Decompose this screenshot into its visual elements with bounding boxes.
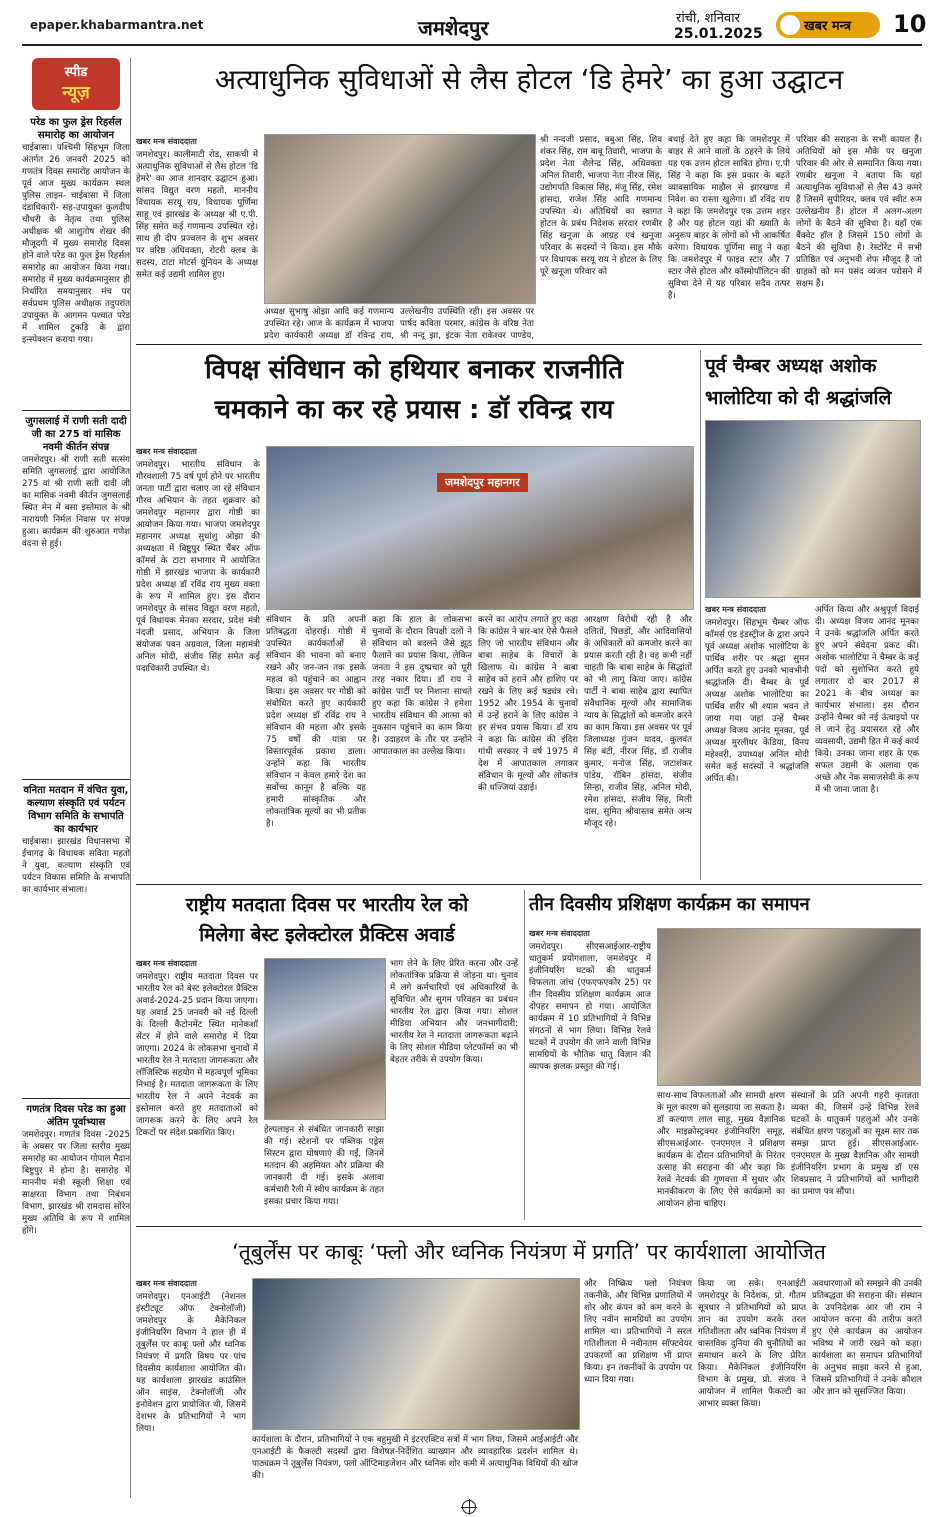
politics-photo	[266, 446, 694, 610]
registration-mark-icon	[462, 1500, 476, 1514]
hotel-headline[interactable]: अत्याधुनिक सुविधाओं से लैस होटल ‘डि हेमरे’ का हुआ उद्घाटन	[214, 63, 844, 96]
sidebar-headline: परेड का फुल ड्रेस रिहर्सल समारोह का आयोजन	[30, 117, 122, 141]
training-text: साथ-साथ विफलताओं और सामग्री क्षरण के मूल कारण को सुलझाया जा सकता है। डॉ कल्याण लाल साहू, मुख्य वैज्ञानिक और माइक्रोस्ट्रक्चर इंजीनियरिंग समूह, सीएसआईआर- एनएमएल ने प्रशिक्षण कार्यक्रम के दौरान प्रतिभागियों के निरंतर उत्साह की सराहना की और कहा कि रेलवे नेटवर्क की गुणवत्ता में सुधार और मानकीकरण के लिए ऐसे कार्यक्रमों का आयोजन होना चाहिए।	[657, 1091, 785, 1209]
sidebar-body: चाईबासा। झारखंड विधानसभा में ईंचागढ़ के विधायक सविता महतो ने युवा, कल्याण संस्कृति एवं पर्यटन विकास समिति के सभापति का कार्यभार संभाला।	[22, 837, 130, 895]
turbulence-text: किया जा सके। एनआईटी जमशेदपुर के निदेशक, प्रो. गौतम सूत्रधार ने प्रतिभागियों को प्राप्त ज्ञान का उपयोग करके तरल गतिशीलता और ध्वनिक नियंत्रण में वास्तविक दुनिया की चुनौतियों का समाधान करने के लिए प्रेरित किया। मैकेनिकल इंजीनियरिंग विभाग के प्रमुख, प्रो. संजय ने आयोजन में शामिल फैकल्टी का आभार व्यक्त किया।	[698, 1279, 806, 1409]
turbulence-photo	[252, 1278, 580, 1430]
turbulence-col1	[136, 1278, 246, 1494]
politics-text: करने का आरोप लगाते हुए कहा कि कांग्रेस ने बार-बार ऐसे फैसले लिए जो भारतीय संविधान और बाबा साहेब के विचारों के खिलाफ थे। कांग्रेस ने बाबा साहेब को हराने और हाशिए पर रखने के लिए कई षड्यंत्र रचे। 1952 और 1954 के चुनावों में उन्हें हराने के लिए कांग्रेस ने हर संभव प्रयास किया। डॉ राय ने कहा कि कांग्रेस की इंदिरा गांधी सरकार ने वर्ष 1975 में देश में आपातकाल लगाकर संविधान के मूल्यों और लोकतंत्र की धज्जियां उड़ाई।	[478, 615, 578, 793]
logo-bottom-text: न्यूज़	[62, 83, 90, 103]
hotel-text: परिवार की सराहना के सभी कायल हैं। अतिथियों को इस मौके पर खनूजा परिवार की ओर से सम्मानित किया गया। रणबीर खनूजा ने बताया कि यहां अत्याधुनिक सुविधाओं से लैस 43 कमरे हैं जिसमें सुपीरियर, क्लब एवं स्वीट रूम उल्लेखनीय हैं। होटल में अलग-अलग लोगों के बैठने की सुविधा है। यहाँ एक बैंक्वेट हॉल है जिसमें 150 लोगों के बैठने की सुविधा है। रेस्टोरेंट में सभी प्रतिष्ठित एवं अनुभवी शेफ मौजूद हैं जो ग्राहकों को मन पसंद व्यंजन परोसने में सक्षम हैं।	[796, 135, 922, 289]
sidebar-divider	[22, 779, 130, 780]
tribute-photo	[705, 420, 921, 598]
sidebar-divider	[22, 1098, 130, 1099]
masthead	[0, 0, 945, 50]
sidebar-speed-news	[22, 58, 131, 1498]
turbulence-text: और निष्क्रिय फ्लो नियंत्रण तकनीकें, और विभिन्न प्रणालियों में शोर और कंपन को कम करने के लिए नवीन सामग्रियों का उपयोग शामिल था। प्रतिभागियों ने सरल गतिशीलता में नवीनतम सॉफ्टवेयर उपकरणों का प्रशिक्षण भी प्राप्त किया। इन तकनीकों के उपयोग पर ध्यान दिया गया।	[584, 1279, 692, 1385]
sidebar-headline: वनिता मतदान में वंचित युवा, कल्याण संस्कृति एवं पर्यटन विभाग समिति के सभापति का कार्यभार	[23, 785, 129, 835]
byline: खबर मन्त्र संवाददाता	[136, 1279, 197, 1288]
turbulence-headline[interactable]: ‘तूबुर्लेंस पर काबूः ‘फ्लो और ध्वनिक नियंत्रण में प्रगति’ पर कार्यशाला आयोजित	[232, 1240, 826, 1264]
sidebar-body: जमशेदपुर। गणतंत्र दिवस -2025 के अवसर पर जिला स्तरीय मुख्य समारोह का आयोजन गोपाल मैदान बिष्टुपुर में होना है। समारोह में माननीय मंत्री स्कूली शिक्षा एवं साक्षरता विभाग तथा निबंधन विभाग, झारखंड श्री रामदास सोरेन मुख्य अतिथि के रूप में शामिल होंगे।	[22, 1130, 130, 1236]
training-headline[interactable]: तीन दिवसीय प्रशिक्षण कार्यक्रम का समापन	[529, 894, 810, 915]
politics-headline-line2[interactable]: चमकाने का कर रहे प्रयास : डॉ रविन्द्र राय	[214, 395, 614, 425]
sidebar-headline: जुगसलाई में राणी सती दादी जी का 275 वां मासिक नवमी कीर्तन संपन्न	[25, 416, 127, 453]
hotel-photo	[264, 134, 536, 304]
tribute-text: अर्पित किया और अश्रुपूर्ण विदाई दी। अध्यक्ष विजय आनंद मूनका ने उनके श्रद्धांजलि अर्पित करते हुए अपने संवेदना प्रकट की। अशोक भालोटिया ने चैम्बर के कई पदों को सुशोभित करते हुये लगातार दो बार 2017 से 2021 के बीच अध्यक्ष का कार्यभार संभाला। इस दौरान उन्होंने चैम्बर को नई ऊंचाइयों पर ले जाने हेतु प्रयासरत रहे और व्यवसायी, उद्यमी हित में कई कार्य किये। उनका जाना शहर के एक सफल उद्यमी के अलावा एक अच्छे और नेक समाजसेवी के रूप में भी जाना जाता है।	[815, 605, 919, 795]
site-url[interactable]: epaper.khabarmantra.net	[30, 18, 204, 32]
railway-text: हेल्पलाइन से संबंधित जानकारी साझा की गई। स्टेशनों पर पब्लिक एड्रेस सिस्टम द्वारा घोषणाएं की गईं, जिनमें मतदान की अहमियत और प्रक्रिया की जानकारी दी गई। इसके अलावा कर्मचारी रैली में स्वीप कार्यक्रम के तहत इसका प्रचार किया गया।	[264, 1125, 384, 1207]
politics-text: जमशेदपुर। भारतीय संविधान के गौरवशाली 75 वर्ष पूर्ण होने पर भारतीय जनता पार्टी द्वारा चलाए जा रहे संविधान गौरव अभियान के तहत शुक्रवार को जमशेदपुर महानगर द्वारा गोष्ठी का आयोजन किया गया। भाजपा जमशेदपुर महानगर अध्यक्ष सुधांशु ओझा की अध्यक्षता में बिष्टुपुर स्थित चैंबर ऑफ कॉमर्स के टाटा सभागार में आयोजित गोष्ठी में झारखंड भाजपा के कार्यकारी प्रदेश अध्यक्ष डॉ रविंद्र राय मुख्य वक्ता के रूप में शामिल हुए। इस दौरान जमशेदपुर के सांसद विद्युत वरण महतो, पूर्व विधायक मेनका सरदार, प्रदेश मंत्री नंदजी प्रसाद, अभियान के जिला संयोजक पवन अग्रवाल, जिला महामंत्री अनिल मोदी, संजीव सिंह समेत कई पदाधिकारी उपस्थित थे।	[136, 460, 260, 674]
article-turbulence	[136, 1232, 922, 1494]
sidebar-item	[22, 1103, 130, 1483]
article-tribute	[700, 350, 922, 880]
byline: खबर मन्त्र संवाददाता	[136, 959, 197, 968]
sidebar-body: जमशेदपुर। श्री राणी सती सत्संग समिति जुगसलाई द्वारा आयोजित 275 वां श्री राणी सती दादी जी का मासिक नवमी कीर्तन जुगसलाई स्थित मेन में बसा इस्तेमाल के श्री नारायणी निर्मल निवास पर संपन्न हुआ। कार्यक्रम की शुरुआत गणेश वंदना से हुई।	[22, 455, 130, 549]
sidebar-item	[22, 415, 130, 775]
section-divider	[136, 1226, 922, 1227]
sidebar-item	[22, 116, 130, 406]
tribute-headline[interactable]: पूर्व चैम्बर अध्यक्ष अशोक भालोटिया को दी श्रद्धांजलि	[705, 355, 892, 409]
article-railway	[136, 890, 518, 1220]
hotel-text: जमशेदपुर। कालीमाटी रोड, साकची में अत्याधुनिक सुविधाओं से लैस होटल 'डि हेमरे' का आज शानदार उद्घाटन हुआ। सांसद विद्युत वरण महतो, माननीय विधायक सरयू राय, विधायक पूर्णिमा साहू एवं झारखंड के अध्यक्ष श्री ए.पी. सिंह समेत कई गणमान्य उपस्थित रहे। साथ ही दीप प्रज्वलन के शुभ अवसर पर वरिष्ठ अधिवक्ता, रोटरी क्लब के सदस्य, टाटा मोटर्स यूनियन के अध्यक्ष समेत कई उद्यमी शामिल हुए।	[136, 150, 258, 280]
byline: खबर मन्त्र संवाददाता	[136, 137, 197, 146]
brand-logo	[776, 12, 880, 38]
politics-text: संविधान के प्रति अपनी प्रतिबद्धता दोहराई। गोष्ठी में उपस्थित कार्यकर्ताओं से संविधान की भावना को बनाए रखने और जन-जन तक इसके महत्व को पहुंचाने का आह्वान किया। इस अवसर पर गोष्ठी को संबोधित करते हुए कार्यकारी प्रदेश अध्यक्ष डॉ रविंद्र राय ने संविधान की महत्ता और इसके 75 वर्षों की यात्रा पर विस्तारपूर्वक प्रकाश डाला। उन्होंने कहा कि भारतीय संविधान न केवल हमारे देश का सर्वोच्च कानून है बल्कि यह हमारी सांस्कृतिक और लोकतांत्रिक मूल्यों का भी प्रतीक है।	[266, 615, 366, 829]
sidebar-body: चाईबासा। पश्चिमी सिंहभूम जिला अंतर्गत 26 जनवरी 2025 को गणतंत्र दिवस समारोह आयोजन के पूर्व आज मुख्य कार्यक्रम स्थल पुलिस लाइन- चाईबासा में जिला दंडाधिकारी- सह-उपायुक्त कुलदीप चौधरी के नेतृत्व तथा पुलिस अधीक्षक श्री आशुतोष शेखर की मौजूदगी में मुख्य समारोह दिवस होने वाले परेड का फुल ड्रेस रिहर्सल समारोह का आयोजन किया गया। समारोह में मुख्य कार्यक्रमानुसार ही निर्धारित समयानुसार मंच पर सर्वप्रथम पुलिस अधीक्षक तदुपरांत उपायुक्त के आगमन पश्चात परेड में शामिल टुकड़ि के द्वारा इन्स्पेक्शन कराया गया।	[22, 143, 130, 345]
sidebar-divider	[22, 410, 130, 411]
politics-col1	[136, 446, 260, 880]
railway-text: भाग लेने के लिए प्रेरित करना और उन्हें लोकतांत्रिक प्रक्रिया से जोड़ना था। चुनाव में लगे कर्मचारियों एवं अधिकारियों के सुविधित और सुगम परिवहन का प्रबंधन भारतीय रेल द्वारा किया गया। सोशल मीडिया अभियान और जनभागीदारी: भारतीय रेल ने मतदाता जागरूकता बढ़ाने के लिए सोशल मीडिया प्लेटफॉर्म्स का भी बेहतर तरीके से उपयोग किया।	[390, 959, 518, 1065]
railway-text: जमशेदपुर। राष्ट्रीय मतदाता दिवस पर भारतीय रेल को बेस्ट इलेक्टोरल प्रैक्टिस अवार्ड-2024-25 प्रदान किया जाएगा। यह अवार्ड 25 जनवरी को नई दिल्ली के दिल्ली कैंटोनमेंट स्थित मानेकशॉ सेंटर में होने वाले समारोह में दिया जाएगा। 2024 के लोकसभा चुनावों में भारतीय रेल ने मतदाता जागरूकता और लॉजिस्टिक सहयोग में महत्वपूर्ण भूमिका निभाई है। मतदाता जागरूकता के लिए भारतीय रेल ने अपने नेटवर्क का इस्तेमाल करते हुए मतदाताओं को जागरूक करने के लिए अपने रेल टिकटों पर संदेश प्रकाशित किए।	[136, 972, 258, 1138]
turbulence-text: अवधारणाओं को समझने की उनकी प्रतिबद्धता की सराहना की। संस्थान के उपनिदेशक आर जी राम ने आयोजन करना की तारीफ करते हुए ऐसे कार्यक्रम का आयोजन भविष्य में जारी रखने को कहा। कार्यशाला का समापन प्रतिभागियों के अनुभव साझा करने से हुआ, जिसमें प्रतिभागियों ने उनके कौशल और ज्ञान को सुसज्जित किया।	[812, 1279, 922, 1397]
article-politics	[136, 350, 692, 880]
brand-logo-icon	[780, 15, 800, 35]
article-training	[524, 890, 922, 1220]
hotel-text: अध्यक्ष सुभाषु ओझा आदि कई गणमान्य उपस्थित रहे। आज के कार्यक्रम में भाजपा प्रदेश कार्यकारी अध्यक्ष डॉ रविन्द्र राय,	[264, 307, 394, 340]
railway-headline-line2[interactable]: मिलेगा बेस्ट इलेक्टोरल प्रैक्टिस अवार्ड	[199, 924, 455, 946]
politics-text: कहा कि हाल के लोकसभा चुनावों के दौरान विपक्षी दलों ने संविधान को बदलने जैसे झूठ फैलाने का प्रयास किया, लेकिन जनता ने इस दुष्प्रचार को पूरी तरह नकार दिया। डॉ राय ने कांग्रेस पार्टी पर निशाना साधते हुए कहा कि कांग्रेस ने हमेशा भारतीय संविधान की आत्मा को नुकसान पहुंचाने का काम किया है। उदाहरण के तौर पर उन्होंने आपातकाल का उल्लेख किया।	[372, 615, 472, 757]
masthead-divider	[22, 44, 922, 46]
hotel-text: श्री नन्दजी प्रसाद, बबुआ सिंह, शिव शंकर सिंह, राम बाबू तिवारी, भाजपा के प्रदेश नेता शैलेन्द्र सिंह, अधिवक्ता अनिल तिवारी, भाजपा नेता नीरज सिंह, उद्योगपति विकास सिंह, मंजू सिंह, रमेश हांसदा, राजेश सिंह आदि गणमान्य उपस्थित थे। अतिथियों का स्वागत होटल के प्रबंध निदेशक सरदार रणबीर सिंह खनूजा के आग्रह एवं खनूजा परिवार के सदस्यों ने किया। इस मौके पर विधायक सरयू राय ने होटल के लिए पूरे खनूजा परिवार को	[540, 135, 662, 277]
railway-headline-line1[interactable]: राष्ट्रीय मतदाता दिवस पर भारतीय रेल को	[185, 894, 469, 916]
tribute-text: जमशेदपुर। सिंहभूम चैम्बर ऑफ कॉमर्स एंड इंडस्ट्रीज के द्वारा अपने पूर्व अध्यक्ष अशोक भालोटिया के पार्थिव शरीर पर श्रद्धा सुमन अर्पित करते हुए उनको भावभीनी श्रद्धांजलि दी। चैम्बर के पूर्व अध्यक्ष अशोक भालोटिया का पार्थिव शरीर श्री श्याम भवन ले जाया गया जहां उन्हें चैम्बर अध्यक्ष विजय आनंद मूनका, पूर्व अध्यक्ष मुरलीधर केडिया, विनय महेश्वरी, उपाध्यक्ष अनिल मोदी समेत कई सदस्यों ने श्रद्धांजलि अर्पित की।	[705, 618, 809, 784]
railway-col1	[136, 958, 258, 1220]
logo-top-text: स्पीड	[64, 65, 88, 80]
training-col1	[529, 928, 651, 1220]
photo-banner: जमशेदपुर महानगर	[437, 473, 528, 492]
training-photo	[657, 928, 921, 1086]
turbulence-text: जमशेदपुर। एनआईटी (नेशनल इंस्टीट्यूट ऑफ टेक्नोलॉजी) जमशेदपुर के मैकेनिकल इंजीनियरिंग विभाग ने हाल ही में तूबुर्लेंस पर काबूः फ्लो और ध्वनिक नियंत्रण में प्रगति विषय पर पांच दिवसीय कार्यशाला आयोजित की। यह कार्यशाला झारखंड काउंसिल ऑन साइंस, टेक्नोलॉजी और इनोवेशन द्वारा प्रायोजित थी, जिसमें देशभर के प्रतिभागियों ने भाग लिया।	[136, 1292, 246, 1434]
byline: खबर मन्त्र संवाददाता	[705, 605, 766, 614]
article-hotel	[136, 58, 922, 340]
section-divider	[136, 344, 922, 345]
dateline-city-day: रांची, शनिवार	[676, 11, 740, 26]
politics-text: आरक्षण विरोधी रही है और दलितों, पिछड़ों, और आदिवासियों के अधिकारों को कमजोर करने का प्रयास करती रही है। वह कभी नहीं चाहती कि बाबा साहेब के सिद्धांतों को भी लागू किया जाए। कांग्रेस पार्टी ने बाबा साहेब द्वारा स्थापित संवैधानिक मूल्यों और सामाजिक न्याय के सिद्धांतों को कमजोर करने का काम किया। इस अवसर पर पूर्व जिलाध्यक्ष गुंजन यादव, कुलवंत सिंह बंटी, नीरज सिंह, डॉ राजीव कुमार, मनोज सिंह, जटाशंकर पांडेय, रॉबिन हांसदा, संजीव सिन्हा, राजीव सिंह, अनिल मोदी, रमेश हांसदा, संजीव सिंह, मिली दास, सुमित श्रीवास्तव समेत अन्य मौजूद रहे।	[584, 615, 692, 829]
railway-photo	[264, 958, 386, 1120]
page-number: 10	[893, 10, 927, 38]
training-text: संस्थानों के प्रति अपनी गहरी कृतज्ञता व्यक्त की, जिसमें उन्हें विभिन्न रेलवे घटकों के धातुकर्म पहलुओं और उनके संबंधित क्षरण पहलुओं का सूक्ष्म स्तर तक समझ प्राप्त हुई। सीएसआईआर- एनएमएल के मुख्य वैज्ञानिक और सामग्री इंजीनियरिंग प्रभाग के प्रमुख डॉ एस शिवप्रसाद ने प्रतिभागियों को भागीदारी का प्रमाण पत्र सौंपा।	[791, 1091, 919, 1197]
edition-name: जमशेदपुर	[418, 16, 489, 40]
byline: खबर मन्त्र संवाददाता	[529, 929, 590, 938]
hotel-text: बधाई देते हुए कहा कि जमशेदपुर में बाहर से आने वालों के ठहरने के लिये यह एक उत्तम होटल साबित होगा। ए.पी सिंह ने कहा कि इस प्रकार के बढ़ते व्यावसायिक माहौल से झारखण्ड में निवेश का रास्ता खुलेगा। डॉ रविंद्र राय ने कहा कि जमशेदपुर एक उत्तम शहर है और यह होटल यहां की ख्याति के अनुरूप बाहर के लोगों को भी आकर्षित करेगा। विधायक पूर्णिमा साहू ने कहा कि जमशेदपुर में फाइव स्टार और 7 स्टार जैसे होटल और कॉस्मोपॉलिटन की सुविधा देने में यह परिवार सदैव तत्पर है।	[668, 135, 790, 301]
hotel-col1	[136, 136, 258, 338]
politics-headline-line1[interactable]: विपक्ष संविधान को हथियार बनाकर राजनीति	[204, 355, 624, 385]
byline: खबर मन्त्र संवाददाता	[136, 447, 197, 456]
sidebar-item	[22, 784, 130, 1094]
turbulence-text: कार्यशाला के दौरान, प्रतिभागियों ने एक बहुमुखी में इंटरएक्टिव सत्रों में भाग लिया, जिसमें आईआईटी और एनआईटी के फैकल्टी सदस्यों द्वारा विशेषज्ञ-निर्देशित व्याख्यान और व्यावहारिक प्रदर्शन शामिल थे। पाठ्यक्रम ने तूबुर्लेंस नियंत्रण, फ्लो ऑप्टिमाइजेशन और ध्वनिक शोर कमी में अत्याधुनिक विधियों की खोज की।	[252, 1435, 578, 1481]
dateline-date: 25.01.2025	[674, 26, 763, 42]
section-divider	[136, 884, 922, 885]
sidebar-headline: गणतंत्र दिवस परेड का हुआ अंतिम पूर्वाभ्यास	[26, 1104, 126, 1128]
speed-news-logo	[32, 58, 120, 110]
training-text: जमशेदपुर। सीएसआईआर-राष्ट्रीय धातुकर्म प्रयोगशाला, जमशेदपुर में इंजीनियरिंग घटकों की धातुकर्म विफलता जांच (एफएफएकोर 25) पर तीन दिवसीय प्रशिक्षण कार्यक्रम आज दोपहर समापन हो गया। आयोजित कार्यक्रम में 10 प्रतिभागियों ने विभिन्न संगठनों से भाग लिया। विभिन्न रेलवे घटकों में उपयोग की जाने वाली विभिन्न सामग्रियों के भौतिक धातु विज्ञान की व्यापक झलक प्रस्तुत की गई।	[529, 942, 651, 1072]
brand-name: खबर मन्त्र	[804, 19, 852, 34]
hotel-text: उल्लेखनीय उपस्थिति रही। इस अवसर पर पार्षद कविता परमार, कांग्रेस के वरिष्ठ नेता श्री नन्दू झा, इंटक नेता राकेश्वर पाण्डेय,	[400, 307, 534, 340]
